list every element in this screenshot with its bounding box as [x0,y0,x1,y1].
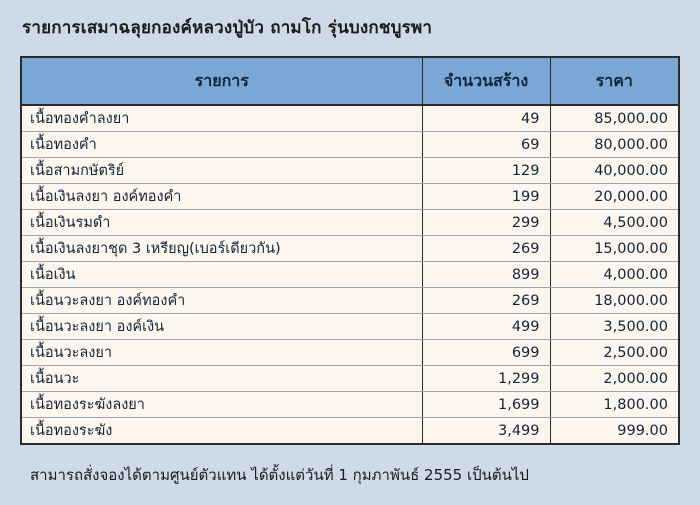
table-row [22,105,678,132]
cell-price: 80,000.00 [550,132,678,158]
cell-quantity: 269 [422,236,550,262]
table-header-row [22,58,678,105]
cell-name: เนื้อนวะ [22,366,422,392]
cell-quantity: 3,499 [422,418,550,444]
cell-price: 2,000.00 [550,366,678,392]
table-row [22,236,678,262]
cell-quantity: 129 [422,158,550,184]
table-row [22,392,678,418]
cell-quantity: 69 [422,132,550,158]
cell-name: เนื้อสามกษัตริย์ [22,158,422,184]
cell-name: เนื้อนวะลงยา องค์เงิน [22,314,422,340]
cell-name: เนื้อนวะลงยา [22,340,422,366]
cell-quantity: 499 [422,314,550,340]
table-row [22,418,678,444]
cell-price: 85,000.00 [550,105,678,132]
cell-quantity: 899 [422,262,550,288]
cell-quantity: 199 [422,184,550,210]
column-header-quantity: จำนวนสร้าง [422,58,550,105]
cell-name: เนื้อเงินลงยา องค์ทองคำ [22,184,422,210]
cell-quantity: 269 [422,288,550,314]
cell-name: เนื้อเงิน [22,262,422,288]
cell-price: 2,500.00 [550,340,678,366]
column-header-name: รายการ [22,58,422,105]
cell-price: 15,000.00 [550,236,678,262]
cell-name: เนื้อเงินลงยาชุด 3 เหรียญ(เบอร์เดียวกัน) [22,236,422,262]
cell-price: 4,000.00 [550,262,678,288]
cell-name: เนื้อทองคำลงยา [22,105,422,132]
cell-price: 4,500.00 [550,210,678,236]
cell-name: เนื้อนวะลงยา องค์ทองคำ [22,288,422,314]
table-row [22,132,678,158]
cell-quantity: 1,299 [422,366,550,392]
cell-name: เนื้อทองระฆัง [22,418,422,444]
table-header [22,58,678,105]
table-row [22,262,678,288]
cell-name: เนื้อเงินรมดำ [22,210,422,236]
cell-quantity: 299 [422,210,550,236]
cell-quantity: 699 [422,340,550,366]
page-title: รายการเสมาฉลุยกองค์หลวงปู่บัว ถามโก รุ่นบงกชบูรพา [22,18,433,38]
cell-price: 999.00 [550,418,678,444]
table-row [22,158,678,184]
cell-price: 18,000.00 [550,288,678,314]
cell-name: เนื้อทองระฆังลงยา [22,392,422,418]
table-row [22,210,678,236]
cell-name: เนื้อทองคำ [22,132,422,158]
price-table [22,58,678,443]
cell-price: 1,800.00 [550,392,678,418]
table-row [22,184,678,210]
footer-note: สามารถสั่งจองได้ตามศูนย์ตัวแทน ได้ตั้งแต่วันที่ 1 กุมภาพันธ์ 2555 เป็นต้นไป [30,466,529,484]
column-header-price: ราคา [550,58,678,105]
cell-quantity: 1,699 [422,392,550,418]
table-body [22,105,678,443]
cell-price: 3,500.00 [550,314,678,340]
table-row [22,340,678,366]
cell-quantity: 49 [422,105,550,132]
table-row [22,366,678,392]
price-table-container [20,56,680,445]
cell-price: 40,000.00 [550,158,678,184]
cell-price: 20,000.00 [550,184,678,210]
table-row [22,288,678,314]
table-row [22,314,678,340]
